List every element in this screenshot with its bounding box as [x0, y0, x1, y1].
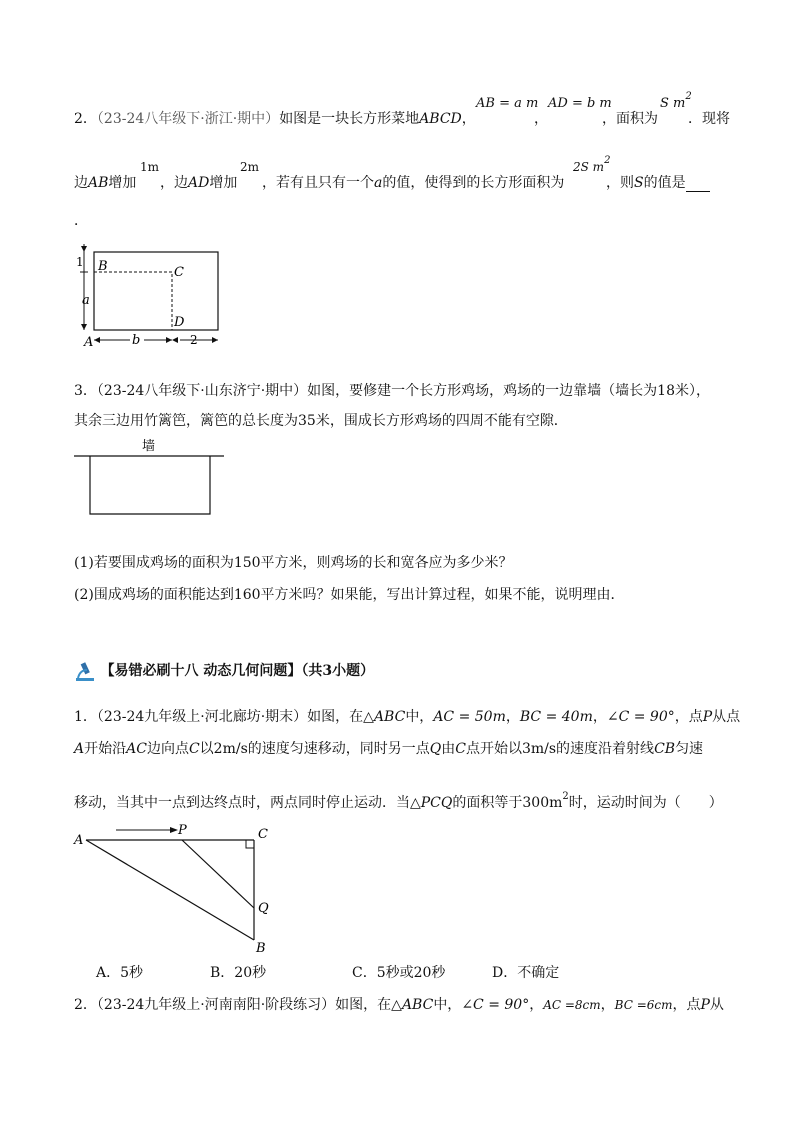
label-2: 2	[190, 333, 198, 347]
label-P: P	[178, 823, 187, 838]
section-header	[74, 660, 374, 682]
p1-line-1: 1．（23-24九年级上·河北廊坊·期末）如图，在△ABC中，AC = 50m，BC = 40m，∠C = 90°，点P从点	[74, 709, 741, 725]
q2-figure	[70, 240, 230, 352]
wall-label: 墙	[142, 439, 156, 454]
p1-option-d[interactable]: D．不确定	[492, 965, 560, 981]
label-A: A	[84, 335, 94, 350]
q2-line-1: 2．（23-24八年级下·浙江·期中）如图是一块长方形菜地ABCD，	[74, 111, 476, 127]
label-Q: Q	[258, 901, 269, 916]
q3-figure	[70, 436, 230, 520]
q3-line-1: 3．（23-24八年级下·山东济宁·期中）如图，要修建一个长方形鸡场，鸡场的一边靠墙（墙长为18米），	[74, 383, 710, 399]
q2-area: S $m^2$	[660, 91, 692, 111]
p1-line-2: A开始沿AC边向点C以2m/s的速度匀速移动，同时另一点Q由C点开始以3m/s的速度沿着射线CB匀速	[74, 741, 704, 757]
p1-figure	[70, 820, 280, 954]
label-A: A	[74, 833, 84, 848]
p1-option-c[interactable]: C．5秒或20秒	[352, 965, 446, 981]
p1-option-b[interactable]: B．20秒	[210, 965, 267, 981]
label-B: B	[256, 941, 266, 954]
p1-option-a[interactable]: A．5秒	[96, 965, 144, 981]
q2-ab-equation: AB = a m	[476, 96, 539, 111]
q3-sub-1: (1)若要围成鸡场的面积为150平方米，则鸡场的长和宽各应为多少米？	[74, 555, 513, 571]
q3-line-2: 其余三边用竹篱笆，篱笆的总长度为35米，围成长方形鸡场的四周不能有空隙．	[74, 413, 568, 429]
q3-sub-2: (2)围成鸡场的面积能达到160平方米吗？如果能，写出计算过程，如果不能，说明理由．	[74, 587, 625, 603]
microscope-icon	[74, 660, 96, 682]
q2-ad-equation: AD = b m	[548, 96, 612, 111]
label-b: b	[132, 333, 141, 348]
label-D: D	[174, 315, 185, 330]
section-title: 【易错必刷十八 动态几何问题】（共3小题）	[100, 663, 375, 679]
label-C: C	[258, 827, 268, 842]
label-C: C	[174, 265, 184, 280]
label-B: B	[98, 259, 108, 274]
p2-line-1: 2．（23-24九年级上·河南南阳·阶段练习）如图，在△ABC中，∠C = 90°，AC =8cm，BC =6cm，点P从	[74, 997, 724, 1013]
label-1: 1	[76, 255, 84, 269]
answer-blank[interactable]	[686, 177, 710, 192]
q2-line-2: 边AB增加	[74, 175, 137, 191]
label-a: a	[82, 293, 90, 308]
p1-line-3: 移动，当其中一点到达终点时，两点同时停止运动．当△PCQ的面积等于$300m^2$时，运动时间为（ ）	[74, 791, 723, 811]
